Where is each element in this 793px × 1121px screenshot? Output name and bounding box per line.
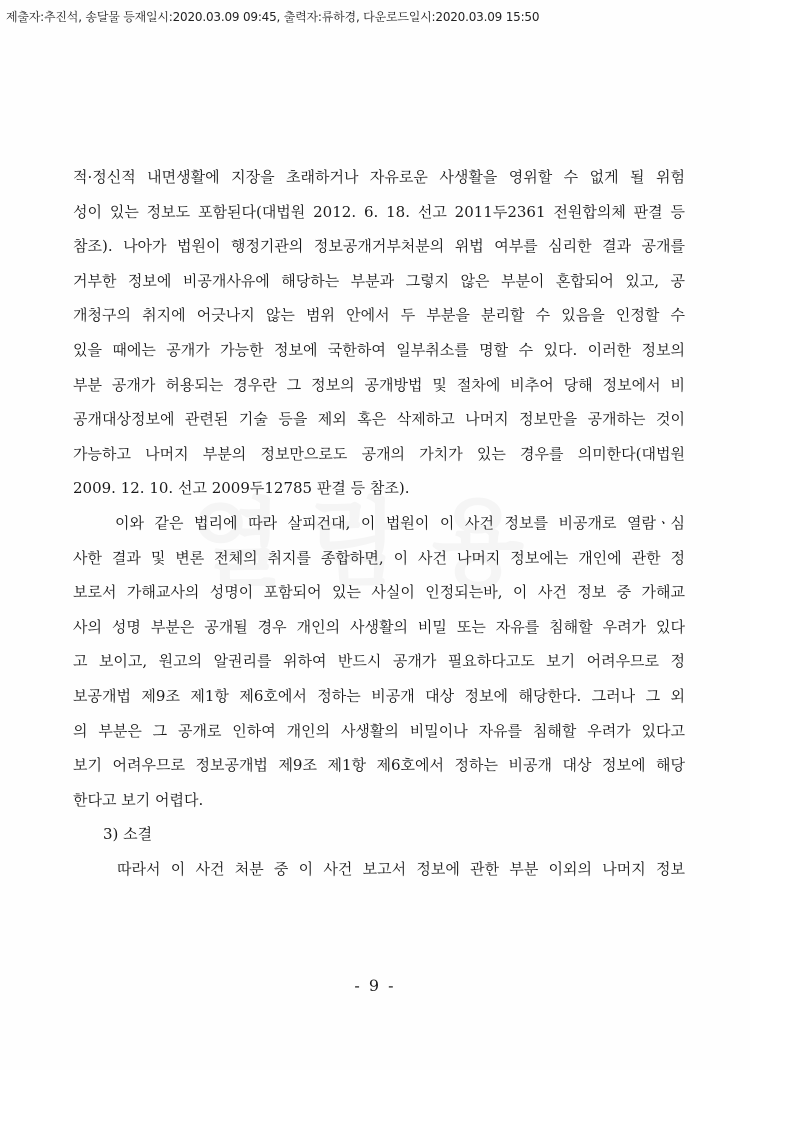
text-line: 거부한 정보에 비공개사유에 해당하는 부분과 그렇지 않은 부분이 혼합되어 있고, 공 <box>73 271 685 290</box>
text-line: 고 보이고, 원고의 알권리를 위하여 반드시 공개가 필요하다고도 보기 어려우므로 정 <box>73 652 685 671</box>
text-line: 보기 어려우므로 정보공개법 제9조 제1항 제6호에서 정하는 비공개 대상 정보에 해당 <box>73 756 685 775</box>
text-line: 의 부분은 그 공개로 인하여 개인의 사생활의 비밀이나 자유를 침해할 우려가 있다고 <box>73 721 685 740</box>
text-line: 가능하고 나머지 부분의 정보만으로도 공개의 가치가 있는 경우를 의미한다(대법원 <box>73 444 685 463</box>
text-line: 부분 공개가 허용되는 경우란 그 정보의 공개방법 및 절차에 비추어 당해 정보에서 비 <box>73 375 685 394</box>
text-line: 보로서 가해교사의 성명이 포함되어 있는 사실이 인정되는바, 이 사건 정보 중 가해교 <box>73 583 685 602</box>
page-number: - 9 - <box>354 976 396 995</box>
text-line: 사의 성명 부분은 공개될 경우 개인의 사생활의 비밀 또는 자유를 침해할 우려가 있다 <box>73 617 685 636</box>
text-line: 따라서 이 사건 처분 중 이 사건 보고서 정보에 관한 부분 이외의 나머지 정보 <box>117 859 685 878</box>
text-line: 이와 같은 법리에 따라 살피건대, 이 법원이 이 사건 정보를 비공개로 열람ㆍ심 <box>115 513 685 532</box>
text-line: 있을 때에는 공개가 가능한 정보에 국한하여 일부취소를 명할 수 있다. 이러한 정보의 <box>73 340 685 359</box>
text-line: 참조). 나아가 법원이 행정기관의 정보공개거부처분의 위법 여부를 심리한 결과 공개를 <box>73 237 685 256</box>
text-line: 공개대상정보에 관련된 기술 등을 제외 혹은 삭제하고 나머지 정보만을 공개하는 것이 <box>73 410 685 429</box>
text-line: 성이 있는 정보도 포함된다(대법원 2012. 6. 18. 선고 2011두2361 전원합의체 판결 등 <box>73 202 685 221</box>
text-line: 사한 결과 및 변론 전체의 취지를 종합하면, 이 사건 나머지 정보에는 개인에 관한 정 <box>73 548 685 567</box>
text-line: 보공개법 제9조 제1항 제6호에서 정하는 비공개 대상 정보에 해당한다. 그러나 그 외 <box>73 686 685 705</box>
text-line: 2009. 12. 10. 선고 2009두12785 판결 등 참조). <box>73 479 410 498</box>
text-line: 적·정신적 내면생활에 지장을 초래하거나 자유로운 사생활을 영위할 수 없게 될 위험 <box>73 168 685 186</box>
text-line: 개청구의 취지에 어긋나지 않는 범위 안에서 두 부분을 분리할 수 있음을 인정할 수 <box>73 306 685 325</box>
text-line: 한다고 보기 어렵다. <box>73 790 204 809</box>
document-body <box>73 160 685 886</box>
section-heading: 3) 소결 <box>103 825 153 844</box>
download-metadata-header: 제출자:추진석, 송달물 등재일시:2020.03.09 09:45, 출력자:류하경, 다운로드일시:2020.03.09 15:50 <box>6 10 540 24</box>
